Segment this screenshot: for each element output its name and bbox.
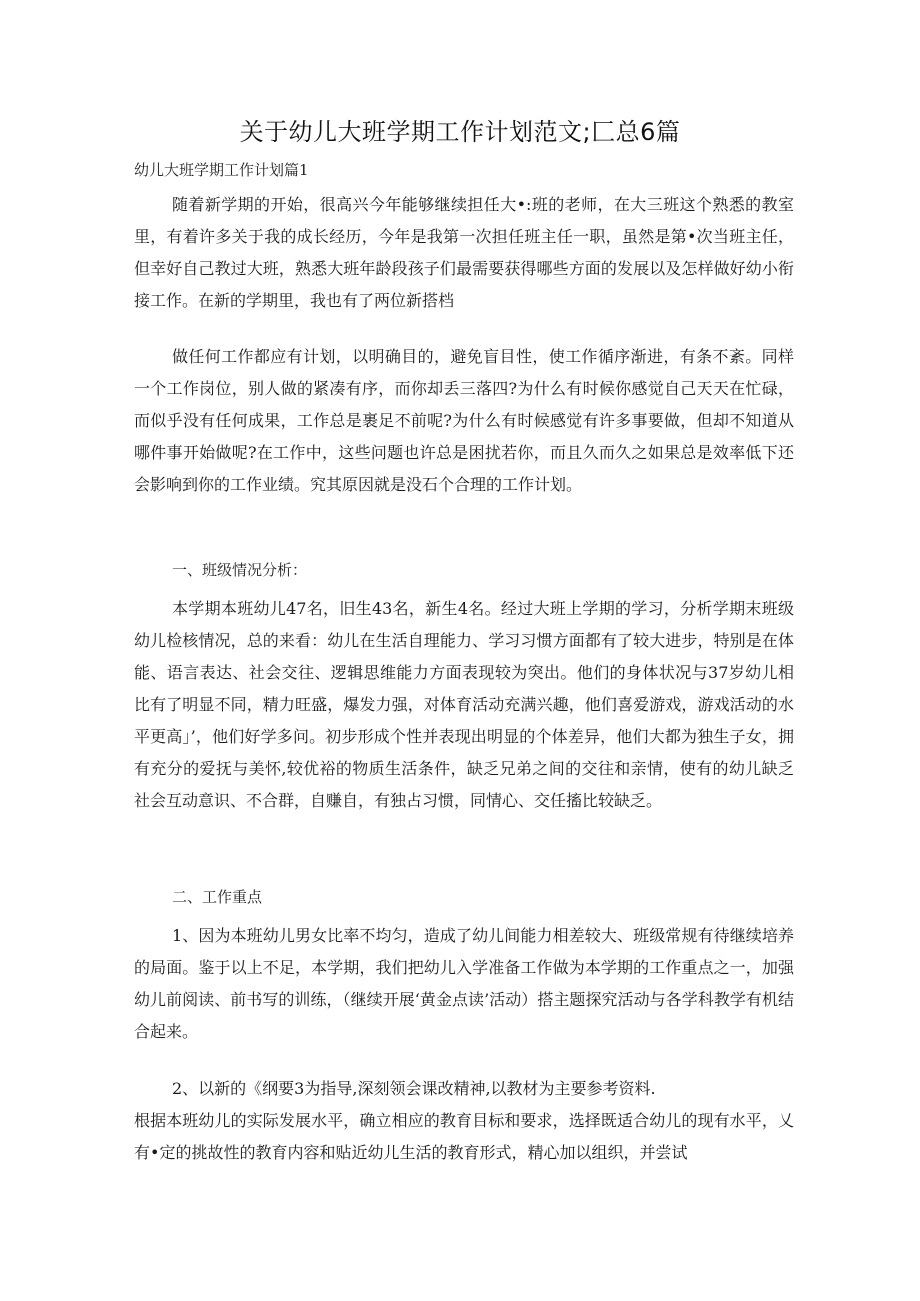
paragraph-work-focus-2: 2、以新的《纲要3为指导,深刻领会课改精神,以教材为主要参考资料. bbox=[172, 1079, 656, 1098]
heading-work-focus: 二、工作重点 bbox=[172, 888, 263, 906]
document-title: 关于幼儿大班学期工作计划范文;匚总6篇 bbox=[239, 118, 681, 146]
paragraph-class-analysis: 本学期本班幼儿47名，旧生43名，新生4名。经过大班上学期的学习，分析学期末班级幼儿检核情况，总的来看：幼儿在生活自理能力、学习习惯方面都有了较大进步，特别是在体能、语言表达、社会交往、逻辑思维能力方面表现较为突出。他们的身体状况与37岁幼儿相比有了明显不同，精力旺盛，爆发力强，对体育活动充满兴趣，他们喜爱游戏，游戏活动的水平更高」’，他们好学多问。初步形成个性并表现出明显的个体差异，他们大都为独生子女，拥有充分的爱抚与美怀,较优裕的物质生活条件，缺乏兄弟之间的交往和亲情，使有的幼儿缺乏社会互动意识、不合群，自赚自，有独占习惯，同情心、交任搐比较缺乏。 bbox=[134, 599, 794, 810]
paragraph-work-focus-1: 1、因为本班幼儿男女比率不均匀，造成了幼儿间能力相差较大、班级常规有待继续培养的局面。鉴于以上不足，本学期，我们把幼儿入学准备工作做为本学期的工作重点之一，加强幼儿前阅读、前书写的训练，（继续开展‘黄金点读’活动）搭主题探究活动与各学科教学有机结合起来。 bbox=[134, 926, 794, 1041]
section-subtitle: 幼儿大班学期工作计划篇1 bbox=[134, 161, 309, 179]
heading-class-analysis: 一、班级情况分析： bbox=[172, 561, 308, 579]
paragraph-work-focus-2-cont: 根据本班幼儿的实际发展水平，确立相应的教育目标和要求，选择既适合幼儿的现有水平，乂有•定的挑故性的教育内容和贴近幼儿生活的教育形式，精心加以组织，并尝试 bbox=[134, 1111, 794, 1162]
paragraph-intro: 随着新学期的开始，很高兴今年能够继续担任大•:班的老师，在大三班这个熟悉的教室里，有着许多关于我的成长经历，今年是我第一次担任班主任一职，虽然是第•次当班主任，但幸好自己教过大班，熟悉大班年龄段孩子们最需要获得哪些方面的发展以及怎样做好幼小衔接工作。在新的学期里，我也有了两位新搭档 bbox=[134, 195, 794, 310]
paragraph-planning: 做任何工作都应有计划，以明确目的，避免盲目性，使工作循序渐进，有条不紊。同样一个工作岗位，别人做的紧凑有序，而你却丢三落四?为什么有时候你感觉自己天天在忙碌，而似乎没有任何成果，工作总是裹足不前呢?为什么有时候感觉有许多事要做，但却不知道从哪件事开始做呢?在工作中，这些问题也许总是困扰若你，而且久而久之如果总是效率低下还会影响到你的工作业绩。究其原因就是没石个合理的工作计划。 bbox=[134, 347, 794, 494]
